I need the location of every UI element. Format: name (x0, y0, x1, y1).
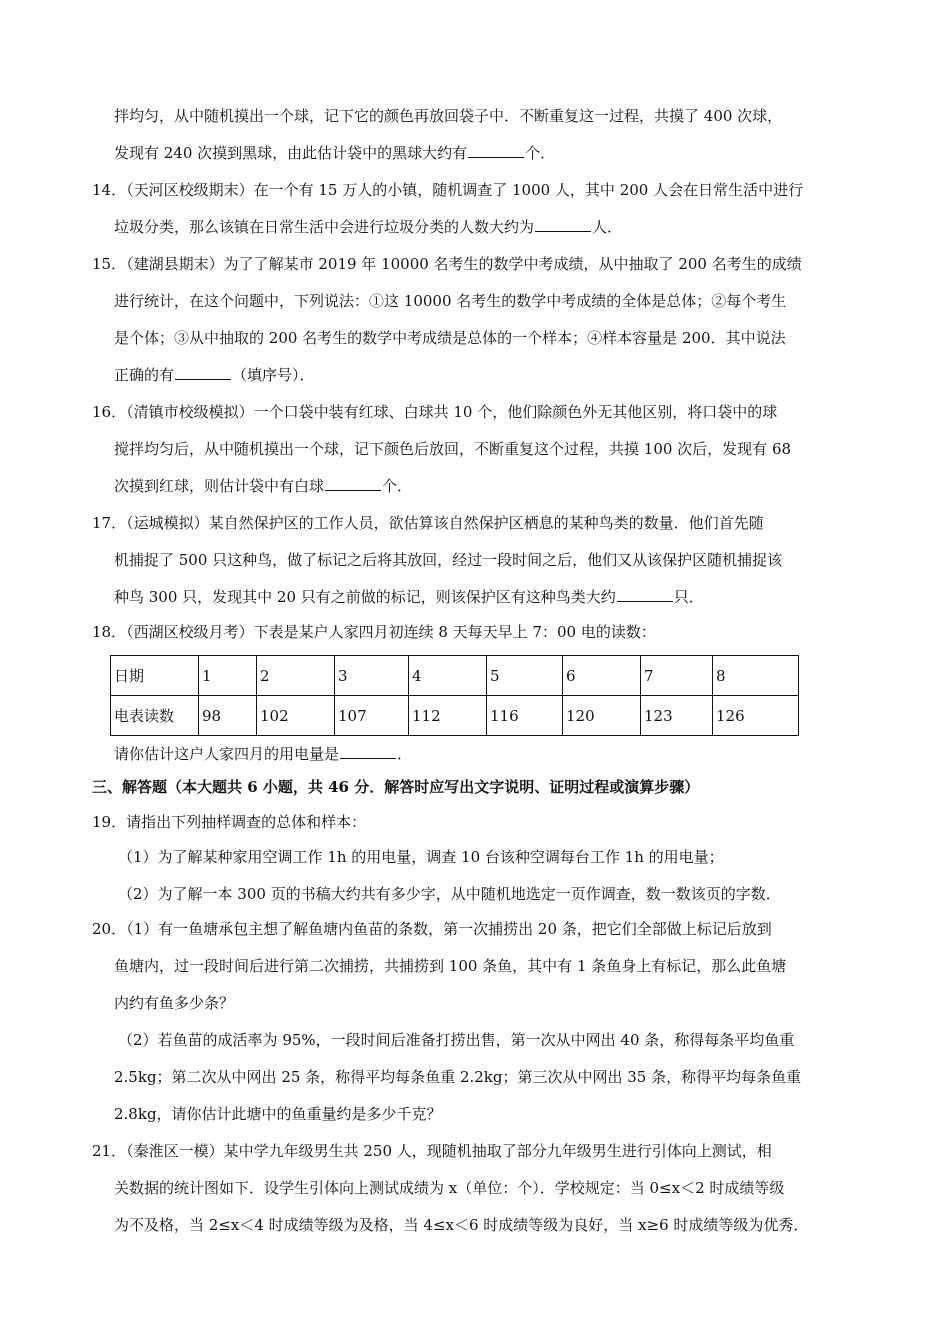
table-cell: 98 (199, 696, 257, 736)
text-segment: 人． (592, 218, 623, 236)
text-line: （2）若鱼苗的成活率为 95%，一段时间后准备打捞出售，第一次从中网出 40 条，称得每条平均鱼重 (118, 1031, 795, 1049)
text-line: （2）为了解一本 300 页的书稿大约共有多少字，从中随机地选定一页作调查，数一数该页的字数． (118, 885, 781, 903)
meter-reading-table (110, 655, 799, 736)
table-row-reading (111, 696, 799, 736)
text-line: 19．请指出下列抽样调查的总体和样本： (92, 813, 367, 831)
table-cell: 5 (487, 656, 563, 696)
text-line: 内约有鱼多少条？ (114, 994, 235, 1012)
text-segment: ． (397, 745, 413, 763)
table-header-reading: 电表读数 (111, 696, 199, 736)
text-line: 20．（1）有一鱼塘承包主想了解鱼塘内鱼苗的条数，第一次捕捞出 20 条，把它们全部做上标记后放到 (92, 920, 772, 938)
answer-blank (175, 363, 231, 380)
text-line: 搅拌均匀后，从中随机摸出一个球，记下颜色后放回，不断重复这个过程，共摸 100 次后，发现有 68 (114, 440, 792, 458)
text-segment: 个． (382, 477, 413, 495)
text-line: 2.5kg；第二次从中网出 25 条，称得平均每条鱼重 2.2kg；第三次从中网出 35 条，称得平均每条鱼重 (114, 1068, 802, 1086)
answer-blank (340, 742, 396, 759)
table-cell: 8 (713, 656, 799, 696)
table-cell: 112 (409, 696, 487, 736)
table-cell: 107 (335, 696, 409, 736)
text-line (114, 215, 622, 239)
text-line (114, 474, 412, 498)
table-cell: 7 (641, 656, 713, 696)
text-line: 机捕捉了 500 只这种鸟，做了标记之后将其放回，经过一段时间之后，他们又从该保护区随机捕捉该 (114, 551, 783, 569)
text-line: 17．（运城模拟）某自然保护区的工作人员，欲估算该自然保护区栖息的某种鸟类的数量．他们首先随 (92, 514, 764, 532)
text-line: （1）为了解某种家用空调工作 1h 的用电量，调查 10 台该种空调每台工作 1h 的用电量； (118, 848, 724, 866)
text-segment: 正确的有 (114, 366, 175, 384)
table-cell: 120 (563, 696, 641, 736)
table-cell: 4 (409, 656, 487, 696)
text-segment: 垃圾分类，那么该镇在日常生活中会进行垃圾分类的人数大约为 (114, 218, 535, 236)
text-segment: 个． (525, 144, 556, 162)
text-line: 关数据的统计图如下．设学生引体向上测试成绩为 x（单位：个）．学校规定：当 0≤x＜2 时成绩等级 (114, 1179, 785, 1197)
table-cell: 116 (487, 696, 563, 736)
text-line: 拌均匀，从中随机摸出一个球，记下它的颜色再放回袋子中．不断重复这一过程，共摸了 400 次球， (114, 107, 783, 125)
table-cell: 3 (335, 656, 409, 696)
answer-blank (617, 585, 673, 602)
text-line: 是个体；③从中抽取的 200 名考生的数学中考成绩是总体的一个样本；④样本容量是 200．其中说法 (114, 329, 786, 347)
table-cell: 126 (713, 696, 799, 736)
table-cell: 102 (257, 696, 335, 736)
text-line (114, 363, 315, 387)
text-line: 为不及格，当 2≤x＜4 时成绩等级为及格，当 4≤x＜6 时成绩等级为良好，当 x≥6 时成绩等级为优秀． (114, 1216, 809, 1234)
text-line (114, 585, 704, 609)
table-cell: 6 (563, 656, 641, 696)
text-segment: （填序号）． (232, 366, 315, 384)
text-line: 2.8kg，请你估计此塘中的鱼重量约是多少千克？ (114, 1105, 442, 1123)
text-segment: 请你估计这户人家四月的用电量是 (114, 745, 340, 763)
table-row-date (111, 656, 799, 696)
table-cell: 2 (257, 656, 335, 696)
text-segment: 次摸到红球，则估计袋中有白球 (114, 477, 325, 495)
answer-blank (468, 141, 524, 158)
table-cell: 123 (641, 696, 713, 736)
text-segment: 发现有 240 次摸到黑球，由此估计袋中的黑球大约有 (114, 144, 468, 162)
text-line: 三、解答题（本大题共 6 小题，共 46 分．解答时应写出文字说明、证明过程或演算步骤） (92, 778, 700, 796)
table-header-date: 日期 (111, 656, 199, 696)
text-line (114, 742, 412, 766)
text-line (114, 141, 555, 165)
answer-blank (535, 215, 591, 232)
text-segment: 种鸟 300 只，发现其中 20 只有之前做的标记，则该保护区有这种鸟类大约 (114, 588, 616, 606)
text-segment: 只． (673, 588, 704, 606)
text-line: 21．（秦淮区一模）某中学九年级男生共 250 人，现随机抽取了部分九年级男生进行引体向上测试，相 (92, 1142, 772, 1160)
text-line: 进行统计，在这个问题中，下列说法：①这 10000 名考生的数学中考成绩的全体是总体；②每个考生 (114, 292, 787, 310)
text-line: 15．（建湖县期末）为了了解某市 2019 年 10000 名考生的数学中考成绩，从中抽取了 200 名考生的成绩 (92, 255, 802, 273)
text-line: 14．（天河区校级期末）在一个有 15 万人的小镇，随机调查了 1000 人，其中 200 人会在日常生活中进行 (92, 181, 804, 199)
text-line: 鱼塘内，过一段时间后进行第二次捕捞，共捕捞到 100 条鱼，其中有 1 条鱼身上有标记，那么此鱼塘 (114, 957, 787, 975)
table-cell: 1 (199, 656, 257, 696)
answer-blank (325, 474, 381, 491)
text-line: 18．（西湖区校级月考）下表是某户人家四月初连续 8 天每天早上 7：00 电的读数： (92, 623, 656, 641)
text-line: 16．（清镇市校级模拟）一个口袋中装有红球、白球共 10 个，他们除颜色外无其他区别，将口袋中的球 (92, 403, 778, 421)
